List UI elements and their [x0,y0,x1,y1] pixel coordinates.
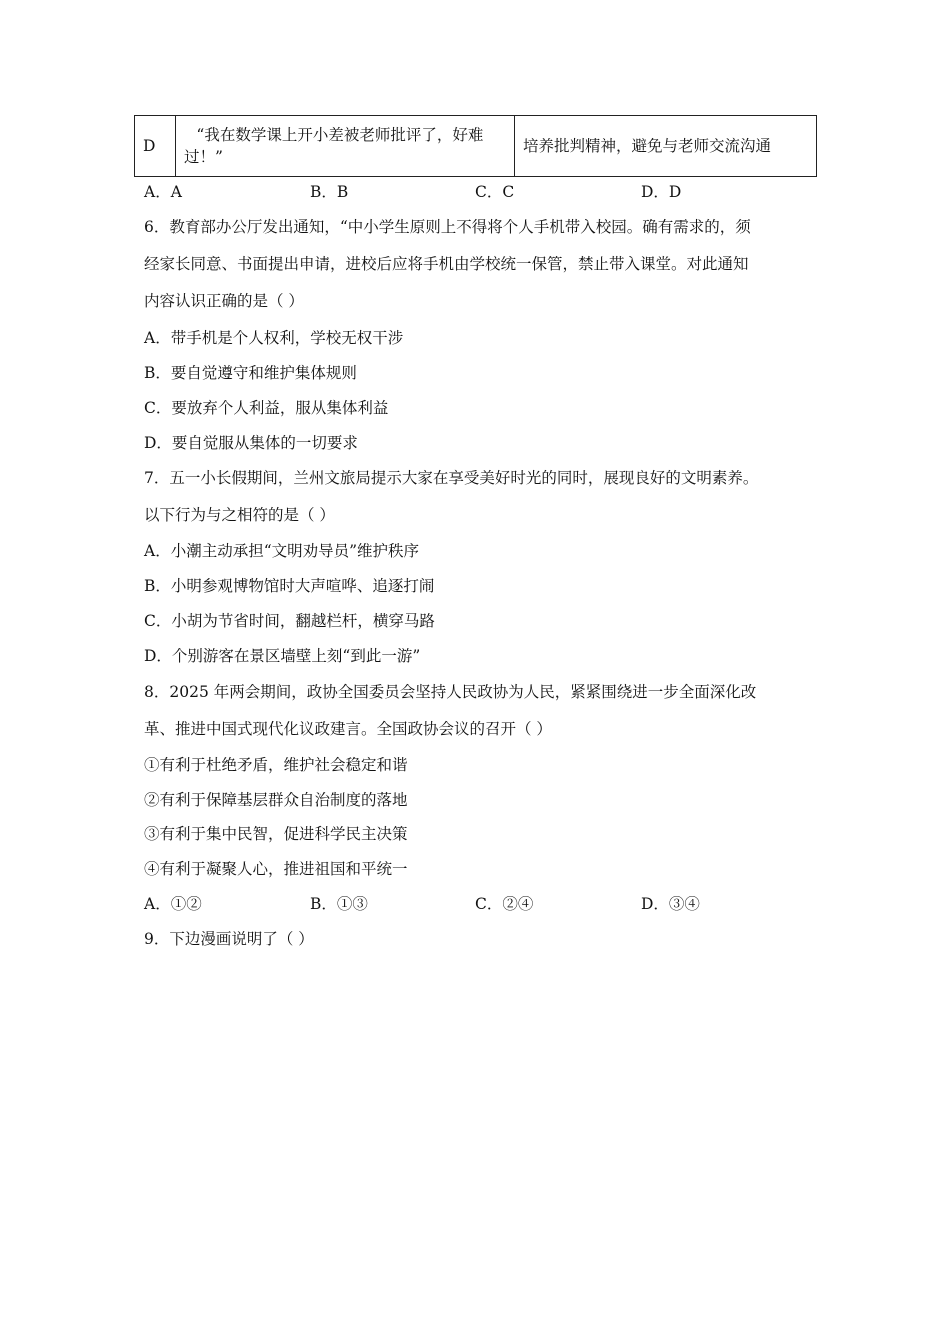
q5-option-d[interactable]: D．D [641,183,682,201]
q9-stem: 9．下边漫画说明了（ ） [144,930,314,948]
option-table-row-d [134,115,817,177]
q7-option-a[interactable]: A．小潮主动承担“文明劝导员”维护秩序 [144,542,420,560]
table-quote-text: “我在数学课上开小差被老师批评了，好难过！” [184,126,484,166]
q7-option-c[interactable]: C．小胡为节省时间，翻越栏杆，横穿马路 [144,612,435,630]
q5-option-a[interactable]: A．A [144,183,182,201]
q8-statement-3: ③有利于集中民智，促进科学民主决策 [144,825,408,843]
q8-statement-4: ④有利于凝聚人心，推进祖国和平统一 [144,860,408,878]
q8-stem-line-1: 8．2025 年两会期间，政协全国委员会坚持人民政协为人民，紧紧围绕进一步全面深化改 [144,683,757,701]
q8-option-c[interactable]: C．②④ [475,895,534,913]
q7-option-b[interactable]: B．小明参观博物馆时大声喧哗、追逐打闹 [144,577,435,595]
q6-option-c[interactable]: C．要放弃个人利益，服从集体利益 [144,399,389,417]
q6-option-b[interactable]: B．要自觉遵守和维护集体规则 [144,364,357,382]
q8-stem-line-2: 革、推进中国式现代化议政建言。全国政协会议的召开（ ） [144,720,552,738]
q6-stem-line-2: 经家长同意、书面提出申请，进校后应将手机由学校统一保管，禁止带入课堂。对此通知 [144,255,749,273]
q7-option-d[interactable]: D．个别游客在景区墙壁上刻“到此一游” [144,647,421,665]
table-cell-letter: D [135,116,176,177]
q8-option-a[interactable]: A．①② [144,895,202,913]
q7-stem-line-2: 以下行为与之相符的是（ ） [144,506,335,524]
q5-options [144,180,844,204]
q5-option-b[interactable]: B．B [310,183,349,201]
q6-option-d[interactable]: D．要自觉服从集体的一切要求 [144,434,358,452]
q6-stem-line-1: 6．教育部办公厅发出通知，“中小学生原则上不得将个人手机带入校园。确有需求的，须 [144,218,751,236]
table-cell-quote [176,116,515,177]
q8-statement-1: ①有利于杜绝矛盾，维护社会稳定和谐 [144,756,408,774]
table-cell-response: 培养批判精神，避免与老师交流沟通 [515,116,817,177]
q8-option-b[interactable]: B．①③ [310,895,368,913]
q8-option-d[interactable]: D．③④ [641,895,700,913]
q5-option-c[interactable]: C．C [475,183,515,201]
q6-stem-line-3: 内容认识正确的是（ ） [144,292,304,310]
q6-option-a[interactable]: A．带手机是个人权利，学校无权干涉 [144,329,404,347]
q7-stem-line-1: 7．五一小长假期间，兰州文旅局提示大家在享受美好时光的同时，展现良好的文明素养。 [144,469,759,487]
q8-statement-2: ②有利于保障基层群众自治制度的落地 [144,791,408,809]
q8-options [144,892,844,916]
